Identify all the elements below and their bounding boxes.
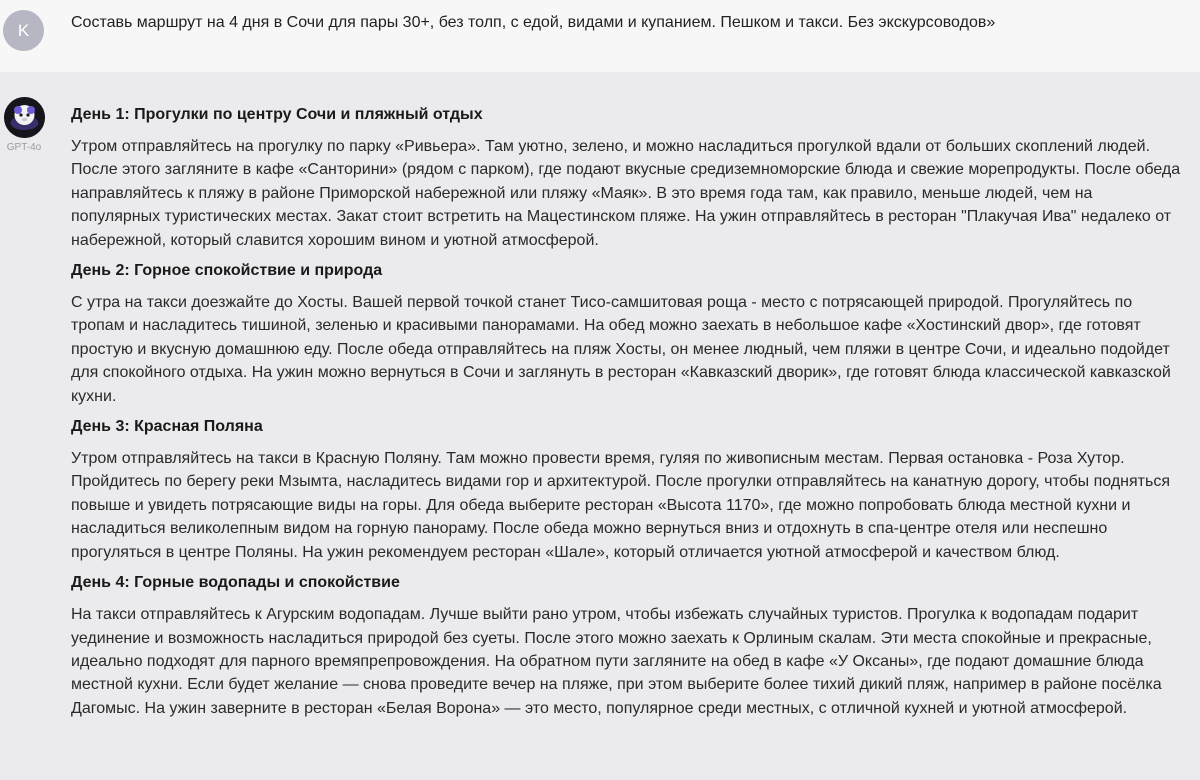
day-1-title: День 1: Прогулки по центру Сочи и пляжный отдых — [71, 106, 483, 123]
user-message-row — [0, 0, 1200, 72]
assistant-avatar-icon — [4, 97, 45, 138]
assistant-message-row — [0, 72, 1200, 780]
user-avatar: K — [3, 10, 44, 51]
model-label: GPT-4o — [6, 142, 42, 153]
assistant-message-content — [71, 104, 1181, 728]
day-3-title: День 3: Красная Поляна — [71, 418, 263, 436]
user-message-text: Составь маршрут на 4 дня в Сочи для пары 30+, без толп, с едой, видами и купанием. Пешком и такси. Без экскурсоводов» — [71, 14, 996, 31]
day-2-text: С утра на такси доезжайте до Хосты. Вашей первой точкой станет Тисо-самшитовая роща - место с потрясающей природой. Прогуляйтесь по тропам и насладитесь тишиной, зеленью и красивыми панорамами. На обед можно заехать в небольшое кафе «Хостинский двор», где готовят простую и вкусную домашнюю еду. После обеда отправляйтесь на пляж Хосты, он менее людный, чем пляжи в центре Сочи, и идеально подойдет для спокойного отдыха. На ужин можно вернуться в Сочи и заглянуть в ресторан «Кавказский дворик», где готовят блюда классической кавказской кухни. — [71, 294, 1171, 405]
day-2-title: День 2: Горное спокойствие и природа — [71, 262, 383, 280]
day-1-text: Утром отправляйтесь на прогулку по парку «Ривьера». Там уютно, зелено, и можно насладиться прогулкой вдали от больших скоплений людей. После этого загляните в кафе «Санторини» (рядом с парком), где подают вкусные средиземноморские блюда и свежие морепродукты. После обеда направляйтесь к пляжу в районе Приморской набережной или пляжу «Маяк». В это время года там, как правило, меньше людей, чем на популярных туристических местах. Закат стоит встретить на Мацестинском пляже. На ужин отправляйтесь в ресторан "Плакучая Ива" недалеко от набережной, который славится хорошим вином и уютной атмосферой. — [71, 138, 1181, 249]
day-4-title: День 4: Горные водопады и спокойствие — [71, 574, 400, 592]
day-3-text: Утром отправляйтесь на такси в Красную Поляну. Там можно провести время, гуляя по живописным местам. Первая остановка - Роза Хутор. Пройдитесь по берегу реки Мзымта, насладитесь видами гор и архитектурой. После прогулки отправляйтесь на канатную дорогу, чтобы подняться повыше и увидеть потрясающие виды на горы. Для обеда выберите ресторан «Высота 1170», где можно попробовать блюда местной кухни и насладиться великолепным видом на горную панораму. После обеда можно вернуться вниз и отдохнуть в спа-центре отеля или неспешно прогуляться в центре Поляны. На ужин рекомендуем ресторан «Шале», который отличается уютной атмосферой и качеством блюд. — [71, 450, 1170, 561]
assistant-avatar — [4, 97, 45, 138]
day-4-text: На такси отправляйтесь к Агурским водопадам. Лучше выйти рано утром, чтобы избежать случайных туристов. Прогулка к водопадам подарит уединение и возможность насладиться природой без суеты. После этого можно заехать к Орлиным скалам. Эти места спокойные и прекрасные, идеально подходят для парного времяпрепровождения. На обратном пути загляните на обед в кафе «У Оксаны», где подают домашние блюда местной кухни. Если будет желание — снова проведите вечер на пляже, при этом выберите более тихий дикий пляж, например в районе посёлка Дагомыс. На ужин заверните в ресторан «Белая Ворона» — это место, популярное среди местных, с отличной кухней и уютной атмосферой. — [71, 606, 1162, 717]
